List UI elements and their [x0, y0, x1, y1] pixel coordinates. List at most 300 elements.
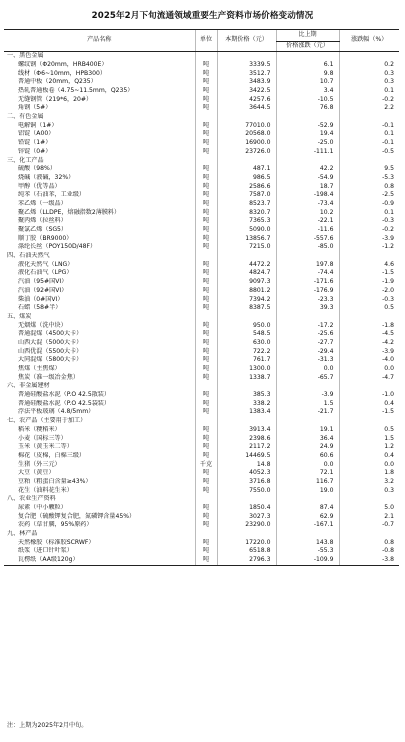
- product-name: 无烟煤（洗中块）: [18, 321, 67, 329]
- change-cell: 19.0: [276, 486, 339, 495]
- unit-cell: 吨: [195, 243, 217, 252]
- empty-cell: [195, 252, 217, 261]
- table-row: [4, 261, 399, 270]
- table-row: [4, 539, 399, 548]
- pct-cell: 0.0: [339, 460, 399, 469]
- change-cell: 62.9: [276, 512, 339, 521]
- category-label: 六、非金属建材: [7, 382, 50, 390]
- product-name: 螺纹钢（Φ20mm，HRB400E）: [18, 60, 108, 68]
- change-cell: 36.4: [276, 434, 339, 443]
- empty-cell: [339, 313, 399, 322]
- table-row: [4, 78, 399, 87]
- product-name: 角钢（5#）: [18, 104, 52, 112]
- price-cell: 2796.3: [217, 556, 276, 565]
- table-row: [4, 373, 399, 382]
- price-cell: 2117.2: [217, 443, 276, 452]
- change-cell: -52.9: [276, 122, 339, 131]
- unit-cell: 吨: [195, 130, 217, 139]
- pct-cell: -0.3: [339, 295, 399, 304]
- table-row: [4, 287, 399, 296]
- pct-cell: 4.6: [339, 261, 399, 270]
- unit-cell: 吨: [195, 391, 217, 400]
- price-cell: 8523.7: [217, 200, 276, 209]
- category-row: [4, 495, 399, 504]
- change-cell: 10.7: [276, 78, 339, 87]
- unit-cell: 吨: [195, 295, 217, 304]
- price-cell: 548.5: [217, 330, 276, 339]
- change-cell: 19.4: [276, 130, 339, 139]
- price-cell: 1383.4: [217, 408, 276, 417]
- table-row: [4, 408, 399, 417]
- category-label: 七、农产品（主要用于加工）: [7, 417, 87, 425]
- change-cell: -17.2: [276, 321, 339, 330]
- price-cell: 77010.0: [217, 122, 276, 131]
- pct-cell: -4.2: [339, 339, 399, 348]
- empty-cell: [217, 417, 276, 426]
- change-cell: -11.6: [276, 226, 339, 235]
- unit-cell: 吨: [195, 426, 217, 435]
- header-compare: 比上期: [276, 30, 339, 42]
- table-row: [4, 87, 399, 96]
- unit-cell: 吨: [195, 165, 217, 174]
- table-row: [4, 521, 399, 530]
- category-label: 九、林产品: [7, 530, 38, 538]
- empty-cell: [276, 52, 339, 61]
- empty-cell: [339, 417, 399, 426]
- pct-cell: -1.8: [339, 321, 399, 330]
- product-name: 聚丙烯（拉丝料）: [18, 217, 67, 225]
- category-label: 五、煤炭: [7, 312, 32, 320]
- category-row: [4, 313, 399, 322]
- price-cell: 338.2: [217, 400, 276, 409]
- category-label: 三、化工产品: [7, 156, 44, 164]
- unit-cell: 吨: [195, 69, 217, 78]
- empty-cell: [276, 495, 339, 504]
- product-name: 石蜡（58#半）: [18, 304, 62, 312]
- table-row: [4, 504, 399, 513]
- change-cell: -73.4: [276, 200, 339, 209]
- product-name: 液化天然气（LNG）: [18, 260, 74, 268]
- product-name: 棉花（皮棉，白棉三级）: [18, 451, 86, 459]
- empty-cell: [195, 313, 217, 322]
- unit-cell: 吨: [195, 469, 217, 478]
- header-unit: 单位: [195, 30, 217, 52]
- category-row: [4, 113, 399, 122]
- table-row: [4, 478, 399, 487]
- product-name: 焦煤（主焦煤）: [18, 365, 61, 373]
- unit-cell: 吨: [195, 400, 217, 409]
- price-cell: 23726.0: [217, 148, 276, 157]
- price-cell: 761.7: [217, 356, 276, 365]
- category-label: 八、农业生产资料: [7, 495, 56, 503]
- pct-cell: -2.5: [339, 191, 399, 200]
- product-name: 山西大混（5000大卡）: [18, 338, 83, 346]
- unit-cell: 吨: [195, 174, 217, 183]
- change-cell: 19.1: [276, 426, 339, 435]
- price-cell: 3422.5: [217, 87, 276, 96]
- category-row: [4, 52, 399, 61]
- unit-cell: 吨: [195, 365, 217, 374]
- table-row: [4, 391, 399, 400]
- pct-cell: -0.7: [339, 521, 399, 530]
- unit-cell: 吨: [195, 521, 217, 530]
- unit-cell: 吨: [195, 443, 217, 452]
- unit-cell: 吨: [195, 278, 217, 287]
- change-cell: -27.7: [276, 339, 339, 348]
- table-row: [4, 486, 399, 495]
- unit-cell: 吨: [195, 330, 217, 339]
- pct-cell: 0.3: [339, 69, 399, 78]
- table-row: [4, 295, 399, 304]
- table-row: [4, 452, 399, 461]
- product-name: 涤纶长丝（POY150D/48F）: [18, 243, 97, 251]
- product-name: 汽油（95#国VI）: [18, 278, 68, 286]
- empty-cell: [195, 156, 217, 165]
- pct-cell: 0.3: [339, 78, 399, 87]
- price-cell: 17220.0: [217, 539, 276, 548]
- table-row: [4, 191, 399, 200]
- product-name: 大同混煤（5800大卡）: [18, 356, 83, 364]
- price-cell: 1300.0: [217, 365, 276, 374]
- change-cell: 116.7: [276, 478, 339, 487]
- pct-cell: 2.2: [339, 104, 399, 113]
- price-cell: 8320.7: [217, 208, 276, 217]
- pct-cell: 5.0: [339, 504, 399, 513]
- price-cell: 385.3: [217, 391, 276, 400]
- price-cell: 4257.6: [217, 95, 276, 104]
- table-row: [4, 269, 399, 278]
- product-name: 铅锭（1#）: [18, 139, 52, 147]
- change-cell: 10.2: [276, 208, 339, 217]
- product-name: 豆粕（粗蛋白含量≥43%）: [18, 477, 92, 485]
- change-cell: -111.1: [276, 148, 339, 157]
- empty-cell: [217, 156, 276, 165]
- pct-cell: -0.9: [339, 200, 399, 209]
- change-cell: -54.9: [276, 174, 339, 183]
- change-cell: 197.8: [276, 261, 339, 270]
- table-row: [4, 547, 399, 556]
- table-row: [4, 434, 399, 443]
- product-name: 尿素（中小颗粒）: [18, 504, 67, 512]
- price-cell: 3339.5: [217, 61, 276, 70]
- empty-cell: [195, 113, 217, 122]
- change-cell: 42.2: [276, 165, 339, 174]
- price-cell: 14469.5: [217, 452, 276, 461]
- price-cell: 3512.7: [217, 69, 276, 78]
- product-name: 瓦楞纸（AA级120g）: [4, 556, 195, 565]
- pct-cell: -1.2: [339, 243, 399, 252]
- change-cell: -198.4: [276, 191, 339, 200]
- table-row: [4, 400, 399, 409]
- product-name: 浮法平板玻璃（4.8/5mm）: [18, 408, 95, 416]
- change-cell: 72.1: [276, 469, 339, 478]
- pct-cell: 9.5: [339, 165, 399, 174]
- change-cell: -109.9: [276, 556, 339, 565]
- unit-cell: 吨: [195, 356, 217, 365]
- unit-cell: 吨: [195, 556, 217, 565]
- product-name: 天然橡胶（标准胶SCRWF）: [18, 538, 95, 546]
- pct-cell: 0.1: [339, 130, 399, 139]
- pct-cell: -0.5: [339, 148, 399, 157]
- empty-cell: [195, 417, 217, 426]
- product-name: 纸浆（进口针叶浆）: [18, 547, 73, 555]
- table-row: [4, 234, 399, 243]
- empty-cell: [339, 495, 399, 504]
- change-cell: 76.8: [276, 104, 339, 113]
- table-row: [4, 104, 399, 113]
- unit-cell: 吨: [195, 339, 217, 348]
- category-label: 二、有色金属: [7, 113, 44, 121]
- unit-cell: 吨: [195, 547, 217, 556]
- product-name: 花生（油料花生米）: [18, 486, 73, 494]
- table-row: [4, 165, 399, 174]
- unit-cell: 吨: [195, 261, 217, 270]
- change-cell: 18.7: [276, 182, 339, 191]
- product-name: 稻米（粳稻米）: [18, 425, 61, 433]
- product-name: 聚乙烯（LLDPE，熔融指数2薄膜料）: [18, 208, 121, 216]
- pct-cell: 0.8: [339, 182, 399, 191]
- table-row: [4, 339, 399, 348]
- empty-cell: [339, 52, 399, 61]
- table-row: [4, 148, 399, 157]
- pct-cell: -2.0: [339, 287, 399, 296]
- empty-cell: [276, 156, 339, 165]
- price-cell: 986.5: [217, 174, 276, 183]
- price-cell: 722.2: [217, 347, 276, 356]
- pct-cell: -1.9: [339, 278, 399, 287]
- unit-cell: 吨: [195, 95, 217, 104]
- price-cell: 16900.0: [217, 139, 276, 148]
- change-cell: -74.4: [276, 269, 339, 278]
- pct-cell: -4.5: [339, 330, 399, 339]
- product-name: 锌锭（0#）: [18, 147, 52, 155]
- change-cell: -85.0: [276, 243, 339, 252]
- price-cell: 3483.9: [217, 78, 276, 87]
- product-name: 普通硅酸盐水泥（P.O 42.5散装）: [18, 391, 110, 399]
- unit-cell: 千克: [195, 460, 217, 469]
- table-row: [4, 95, 399, 104]
- table-row: [4, 330, 399, 339]
- unit-cell: 吨: [195, 122, 217, 131]
- price-cell: 7215.0: [217, 243, 276, 252]
- pct-cell: -3.8: [339, 556, 399, 565]
- pct-cell: 0.1: [339, 87, 399, 96]
- unit-cell: 吨: [195, 104, 217, 113]
- pct-cell: -4.7: [339, 373, 399, 382]
- change-cell: -21.7: [276, 408, 339, 417]
- price-cell: 5090.0: [217, 226, 276, 235]
- price-cell: 8387.5: [217, 304, 276, 313]
- empty-cell: [217, 530, 276, 539]
- empty-cell: [339, 156, 399, 165]
- empty-cell: [276, 382, 339, 391]
- product-name: 普通硅酸盐水泥（P.O 42.5袋装）: [18, 399, 110, 407]
- price-cell: 14.8: [217, 460, 276, 469]
- table-row: [4, 226, 399, 235]
- change-cell: 60.6: [276, 452, 339, 461]
- table-row: [4, 217, 399, 226]
- unit-cell: 吨: [195, 78, 217, 87]
- product-name: 烧碱（液碱，32%）: [18, 173, 75, 181]
- price-cell: 7587.0: [217, 191, 276, 200]
- header-compare-sub: 价格涨跌（元）: [276, 42, 339, 52]
- page-title: 2025年2月下旬流通领域重要生产资料市场价格变动情况: [91, 11, 314, 21]
- product-name: 焦炭（准一级冶金焦）: [18, 373, 79, 381]
- product-name: 热轧普通板卷（4.75~11.5mm，Q235）: [18, 87, 134, 95]
- pct-cell: 0.5: [339, 304, 399, 313]
- price-table: [4, 29, 399, 566]
- table-row: [4, 365, 399, 374]
- pct-cell: -1.0: [339, 391, 399, 400]
- change-cell: 9.8: [276, 69, 339, 78]
- empty-cell: [276, 252, 339, 261]
- product-name: 铝锭（A00）: [18, 130, 55, 138]
- empty-cell: [339, 252, 399, 261]
- category-row: [4, 530, 399, 539]
- product-name: 普通混煤（4500大卡）: [18, 330, 83, 338]
- table-row: [4, 278, 399, 287]
- price-cell: 13856.7: [217, 234, 276, 243]
- unit-cell: 吨: [195, 512, 217, 521]
- category-row: [4, 382, 399, 391]
- unit-cell: 吨: [195, 217, 217, 226]
- price-cell: 7365.3: [217, 217, 276, 226]
- pct-cell: 1.5: [339, 434, 399, 443]
- pct-cell: -1.5: [339, 408, 399, 417]
- pct-cell: -0.8: [339, 547, 399, 556]
- unit-cell: 吨: [195, 321, 217, 330]
- pct-cell: 0.0: [339, 365, 399, 374]
- change-cell: -22.1: [276, 217, 339, 226]
- table-row: [4, 304, 399, 313]
- pct-cell: -0.2: [339, 226, 399, 235]
- product-name: 柴油（0#国VI）: [18, 295, 64, 303]
- table-row: [4, 200, 399, 209]
- product-name: 复合肥（硫酸钾复合肥，氮磷钾含量45%）: [18, 512, 136, 520]
- pct-cell: -3.9: [339, 234, 399, 243]
- pct-cell: 1.8: [339, 469, 399, 478]
- change-cell: -55.3: [276, 547, 339, 556]
- empty-cell: [195, 495, 217, 504]
- unit-cell: 吨: [195, 373, 217, 382]
- empty-cell: [276, 417, 339, 426]
- empty-cell: [195, 52, 217, 61]
- change-cell: 1.5: [276, 400, 339, 409]
- empty-cell: [195, 530, 217, 539]
- change-cell: -25.0: [276, 139, 339, 148]
- product-name: 山西优混（5500大卡）: [18, 347, 83, 355]
- table-row: [4, 356, 399, 365]
- price-cell: 7394.2: [217, 295, 276, 304]
- pct-cell: 3.2: [339, 478, 399, 487]
- change-cell: 0.0: [276, 460, 339, 469]
- table-row: [4, 182, 399, 191]
- table-row: [4, 469, 399, 478]
- change-cell: -25.6: [276, 330, 339, 339]
- category-label: 一、黑色金属: [7, 52, 44, 60]
- table-row: [4, 122, 399, 131]
- table-row: [4, 512, 399, 521]
- pct-cell: -5.3: [339, 174, 399, 183]
- change-cell: -167.1: [276, 521, 339, 530]
- product-name: 普通中板（20mm，Q235）: [18, 78, 97, 86]
- change-cell: -65.7: [276, 373, 339, 382]
- pct-cell: 0.4: [339, 400, 399, 409]
- empty-cell: [339, 530, 399, 539]
- table-header: [4, 30, 399, 52]
- pct-cell: -0.1: [339, 139, 399, 148]
- price-cell: 1850.4: [217, 504, 276, 513]
- unit-cell: 吨: [195, 347, 217, 356]
- price-cell: 487.1: [217, 165, 276, 174]
- unit-cell: 吨: [195, 478, 217, 487]
- price-cell: 950.0: [217, 321, 276, 330]
- change-cell: -23.3: [276, 295, 339, 304]
- empty-cell: [276, 113, 339, 122]
- pct-cell: 0.8: [339, 539, 399, 548]
- unit-cell: 吨: [195, 408, 217, 417]
- table-row: [4, 460, 399, 469]
- empty-cell: [276, 313, 339, 322]
- product-name: 聚氯乙烯（SG5）: [18, 226, 68, 234]
- product-name: 无缝钢管（219*6，20#）: [18, 95, 93, 103]
- price-cell: 2586.6: [217, 182, 276, 191]
- price-cell: 6518.8: [217, 547, 276, 556]
- change-cell: -557.6: [276, 234, 339, 243]
- change-cell: 143.8: [276, 539, 339, 548]
- price-cell: 9097.3: [217, 278, 276, 287]
- pct-cell: 1.2: [339, 443, 399, 452]
- category-row: [4, 252, 399, 261]
- empty-cell: [339, 382, 399, 391]
- product-name: 玉米（黄玉米二等）: [18, 443, 73, 451]
- pct-cell: -0.1: [339, 122, 399, 131]
- unit-cell: 吨: [195, 434, 217, 443]
- empty-cell: [217, 52, 276, 61]
- table-row: [4, 139, 399, 148]
- change-cell: -31.3: [276, 356, 339, 365]
- unit-cell: 吨: [195, 148, 217, 157]
- table-row: [4, 208, 399, 217]
- product-name: 大豆（黄豆）: [18, 469, 55, 477]
- product-name: 生猪（外三元）: [18, 460, 61, 468]
- table-row: [4, 556, 399, 565]
- product-name: 液化石油气（LPG）: [18, 269, 73, 277]
- price-cell: 3027.3: [217, 512, 276, 521]
- empty-cell: [217, 313, 276, 322]
- footnote: 注：上期为2025年2月中旬。: [7, 722, 88, 729]
- unit-cell: 吨: [195, 226, 217, 235]
- empty-cell: [339, 113, 399, 122]
- price-cell: 7550.0: [217, 486, 276, 495]
- product-name: 顺丁胶（BR9000）: [18, 234, 73, 242]
- price-cell: 3913.4: [217, 426, 276, 435]
- unit-cell: 吨: [195, 486, 217, 495]
- unit-cell: 吨: [195, 539, 217, 548]
- price-cell: 1338.7: [217, 373, 276, 382]
- pct-cell: 0.5: [339, 426, 399, 435]
- change-cell: -29.4: [276, 347, 339, 356]
- unit-cell: 吨: [195, 269, 217, 278]
- change-cell: -3.9: [276, 391, 339, 400]
- pct-cell: -0.3: [339, 217, 399, 226]
- table-row: [4, 347, 399, 356]
- product-name: 农药（草甘膦，95%原药）: [18, 521, 93, 529]
- empty-cell: [217, 113, 276, 122]
- change-cell: 0.0: [276, 365, 339, 374]
- empty-cell: [217, 252, 276, 261]
- pct-cell: -4.0: [339, 356, 399, 365]
